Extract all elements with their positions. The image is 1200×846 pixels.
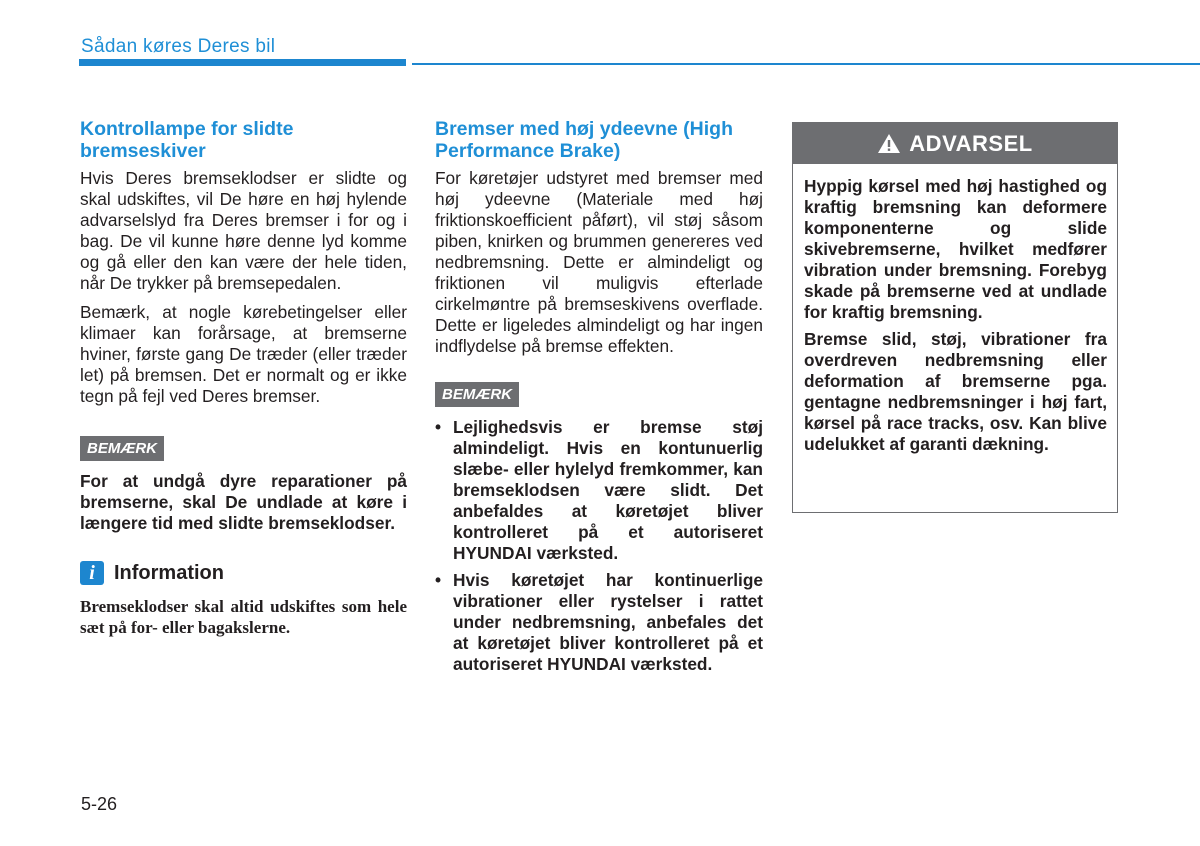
- note-text: For at undgå dyre reparationer på bremserne, skal De undlade at køre i længere tid med slidte bremseklodser.: [80, 471, 407, 533]
- warning-paragraph: Hyppig kørsel med høj hastighed og kraftig bremsning kan deformere komponenterne og slide skivebremserne, hvilket medfører vibration under bremsning. Forebyg skade på bremserne ved at undlade for kraftig bremsning.: [804, 176, 1107, 322]
- info-icon: i: [80, 561, 104, 585]
- list-item: • Hvis køretøjet har kontinuerlige vibrationer eller rystelser i rattet under nedbremsning, anbefales det at køretøjet bliver kontrolleret på et autoriseret HYUNDAI værksted.: [435, 570, 763, 675]
- warning-paragraph: Bremse slid, støj, vibrationer fra overdreven nedbremsning eller deformation af bremserne pga. gentagne nedbremsninger i høj fart, kørsel på race tracks, osv. Kan blive udelukket af garanti dækning.: [804, 329, 1107, 454]
- information-text: Bremseklodser skal altid udskiftes som hele sæt på for- eller bagakslerne.: [80, 597, 407, 637]
- warning-header: [793, 123, 1117, 164]
- warning-box: [792, 122, 1118, 513]
- header-rule-thick: [79, 59, 406, 66]
- header-rule-thin: [412, 63, 1200, 65]
- information-header: [80, 561, 407, 585]
- information-title: Information: [114, 561, 224, 584]
- paragraph: Hvis Deres bremseklodser er slidte og skal udskiftes, vil De høre en høj hylende advarselslyd fra Deres bremser i for og i bag. De vil kunne høre denne lyd komme og gå eller den kan være der hele tiden, når De trykker på bremsepedalen.: [80, 168, 407, 293]
- left-column: [80, 118, 407, 638]
- paragraph: Bemærk, at nogle kørebetingelser eller klimaer kan forårsage, at bremserne hviner, første gang De træder (eller træder let) på bremsen. Det er normalt og er ikke tegn på fejl ved Deres bremser.: [80, 302, 407, 406]
- warning-body: [793, 164, 1117, 455]
- paragraph: For køretøjer udstyret med bremser med høj ydeevne (Materiale med høj friktionskoefficient påført), vil støj såsom piben, knirken og brummen genereres ved nedbremsning. Dette er almindeligt og friktionen vil muligvis efterlade cirkelmøntre på bremseskivens overflade. Dette er ligeledes almindeligt og har ingen indflydelse på bremse effekten.: [435, 168, 763, 356]
- list-item: • Lejlighedsvis er bremse støj almindeligt. Hvis en kontunuerlig slæbe- eller hylelyd fremkommer, kan bremseklodsen være slidt. Det anbefaldes at køretøjet bliver kontrolleret på et autoriseret HYUNDAI værksted.: [435, 417, 763, 564]
- middle-column: [435, 118, 763, 681]
- chapter-title: Sådan køres Deres bil: [81, 36, 276, 57]
- section-heading-high-performance-brake: Bremser med høj ydeevne (High Performance Brake): [435, 118, 734, 162]
- warning-triangle-icon: [877, 133, 901, 154]
- note-label: BEMÆRK: [435, 382, 519, 407]
- note-bullet-list: [435, 417, 763, 675]
- warning-title: ADVARSEL: [909, 130, 1033, 156]
- note-label: BEMÆRK: [80, 436, 164, 461]
- section-heading-worn-brakes: Kontrollampe for slidte bremseskiver: [80, 118, 294, 162]
- page-number: 5-26: [81, 794, 118, 814]
